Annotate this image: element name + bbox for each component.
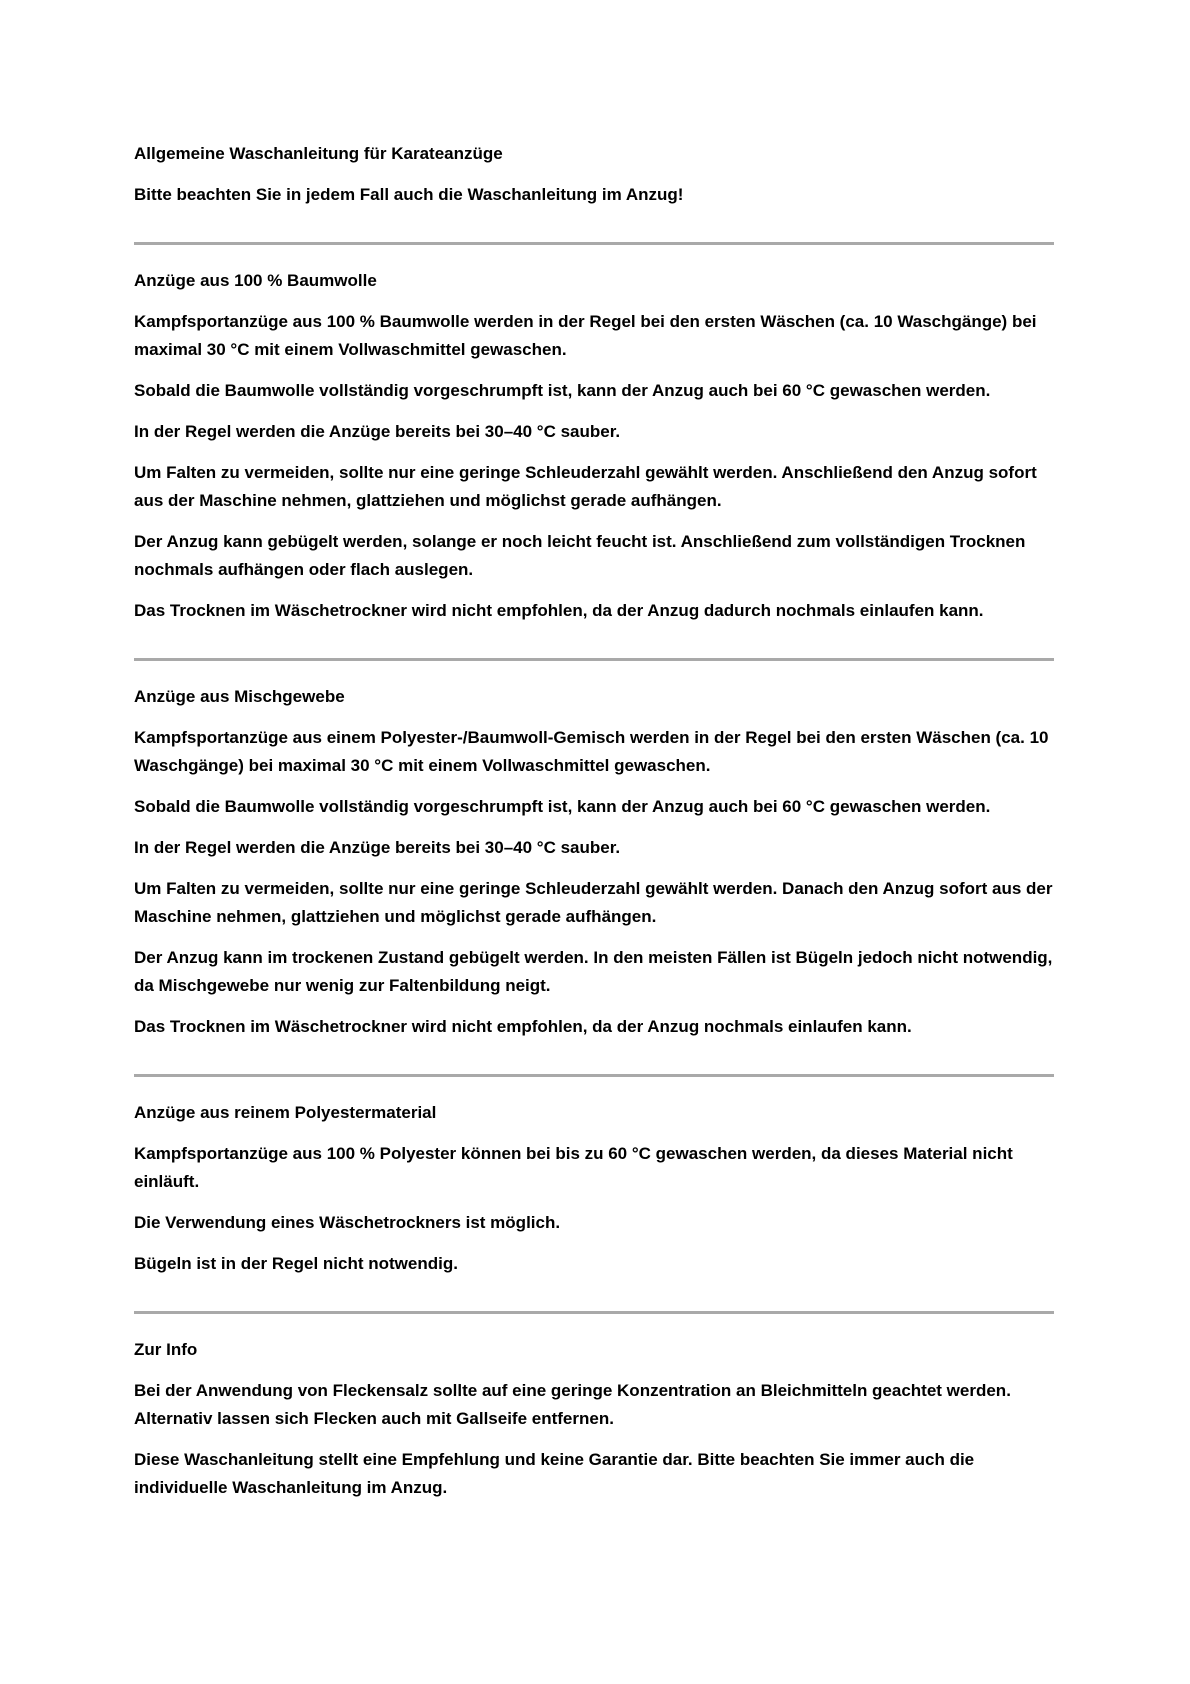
paragraph: In der Regel werden die Anzüge bereits bei 30–40 °C sauber. [134, 422, 621, 441]
section-paragraphs [134, 1140, 1054, 1278]
section-heading: Anzüge aus 100 % Baumwolle [134, 271, 377, 290]
section-divider [134, 658, 1054, 661]
document-section [134, 242, 1054, 625]
paragraph: Das Trocknen im Wäschetrockner wird nicht empfohlen, da der Anzug nochmals einlaufen kann. [134, 1017, 912, 1036]
paragraph: Die Verwendung eines Wäschetrockners ist möglich. [134, 1213, 561, 1232]
document-intro: Bitte beachten Sie in jedem Fall auch die Waschanleitung im Anzug! [134, 185, 684, 204]
paragraph: Das Trocknen im Wäschetrockner wird nicht empfohlen, da der Anzug dadurch nochmals einlaufen kann. [134, 601, 984, 620]
paragraph: Um Falten zu vermeiden, sollte nur eine geringe Schleuderzahl gewählt werden. Anschließend den Anzug sofort aus der Maschine nehmen, glattziehen und möglichst gerade aufhängen. [134, 463, 1037, 510]
paragraph: Kampfsportanzüge aus 100 % Baumwolle werden in der Regel bei den ersten Wäschen (ca. 10 Waschgänge) bei maximal 30 °C mit einem Vollwaschmittel gewaschen. [134, 312, 1037, 359]
paragraph: Bei der Anwendung von Fleckensalz sollte auf eine geringe Konzentration an Bleichmitteln geachtet werden. Alternativ lassen sich Flecken auch mit Gallseife entfernen. [134, 1381, 1011, 1428]
paragraph: Sobald die Baumwolle vollständig vorgeschrumpft ist, kann der Anzug auch bei 60 °C gewaschen werden. [134, 381, 991, 400]
paragraph: Sobald die Baumwolle vollständig vorgeschrumpft ist, kann der Anzug auch bei 60 °C gewaschen werden. [134, 797, 991, 816]
paragraph: Kampfsportanzüge aus 100 % Polyester können bei bis zu 60 °C gewaschen werden, da dieses Material nicht einläuft. [134, 1144, 1013, 1191]
section-divider [134, 1074, 1054, 1077]
section-divider [134, 242, 1054, 245]
section-divider [134, 1311, 1054, 1314]
paragraph: Diese Waschanleitung stellt eine Empfehlung und keine Garantie dar. Bitte beachten Sie immer auch die individuelle Waschanleitung im Anzug. [134, 1450, 975, 1497]
section-paragraphs [134, 1377, 1054, 1502]
document-title: Allgemeine Waschanleitung für Karateanzüge [134, 144, 503, 163]
document-section [134, 1311, 1054, 1502]
paragraph: Der Anzug kann im trockenen Zustand gebügelt werden. In den meisten Fällen ist Bügeln jedoch nicht notwendig, da Mischgewebe nur wenig zur Faltenbildung neigt. [134, 948, 1053, 995]
document-section [134, 1074, 1054, 1278]
section-paragraphs [134, 308, 1054, 625]
section-heading: Anzüge aus Mischgewebe [134, 687, 345, 706]
paragraph: Kampfsportanzüge aus einem Polyester-/Baumwoll-Gemisch werden in der Regel bei den ersten Wäschen (ca. 10 Waschgänge) bei maximal 30 °C mit einem Vollwaschmittel gewaschen. [134, 728, 1049, 775]
section-heading: Anzüge aus reinem Polyestermaterial [134, 1103, 437, 1122]
sections-container [134, 242, 1054, 1502]
document-section [134, 658, 1054, 1041]
paragraph: In der Regel werden die Anzüge bereits bei 30–40 °C sauber. [134, 838, 621, 857]
section-heading: Zur Info [134, 1340, 198, 1359]
paragraph: Um Falten zu vermeiden, sollte nur eine geringe Schleuderzahl gewählt werden. Danach den Anzug sofort aus der Maschine nehmen, glattziehen und möglichst gerade aufhängen. [134, 879, 1053, 926]
paragraph: Bügeln ist in der Regel nicht notwendig. [134, 1254, 458, 1273]
paragraph: Der Anzug kann gebügelt werden, solange er noch leicht feucht ist. Anschließend zum vollständigen Trocknen nochmals aufhängen oder flach auslegen. [134, 532, 1026, 579]
section-paragraphs [134, 724, 1054, 1041]
